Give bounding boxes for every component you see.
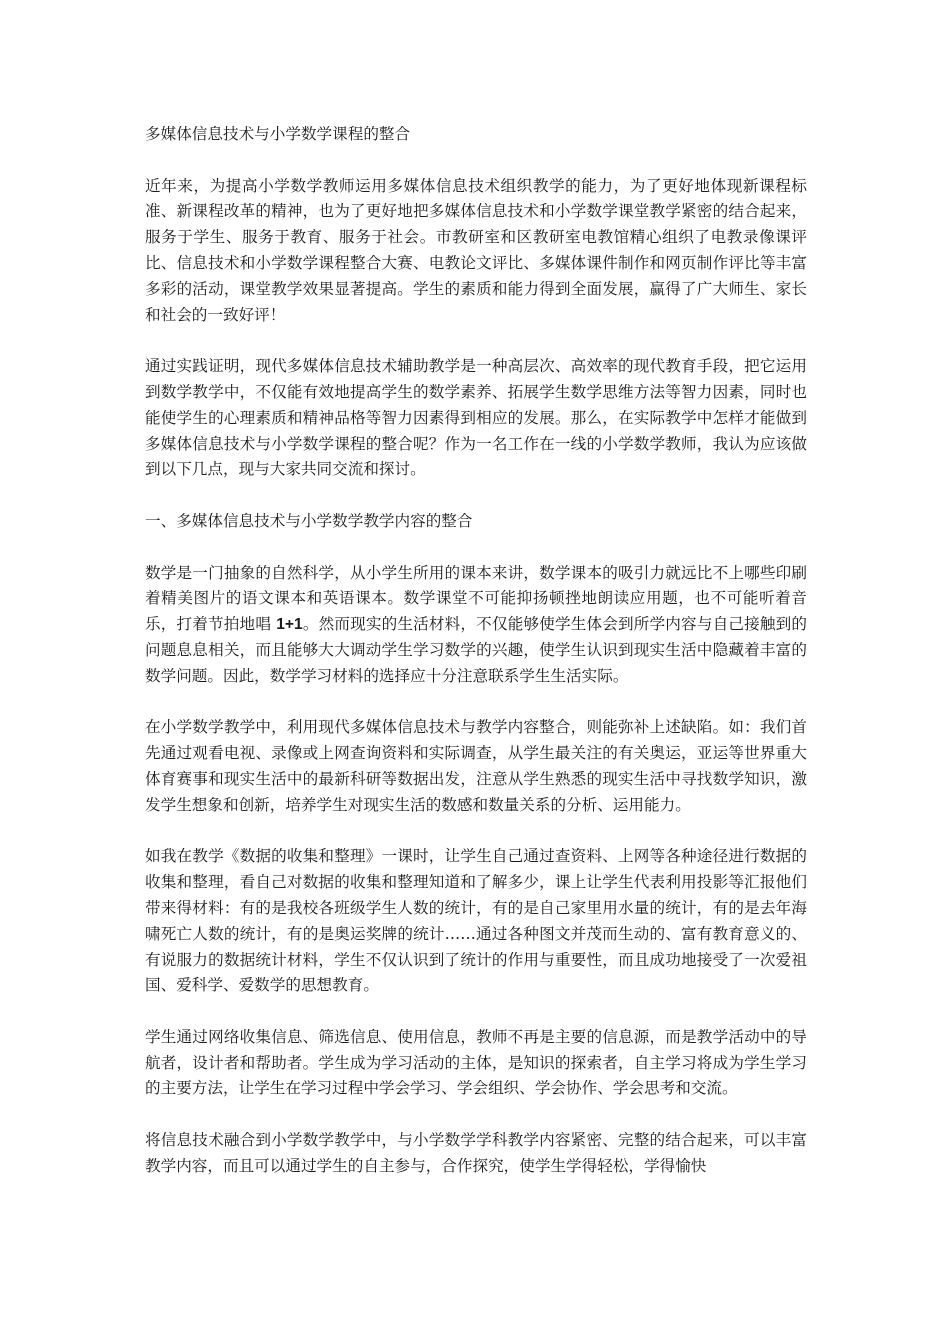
document-title: 多媒体信息技术与小学数学课程的整合 [145, 125, 411, 143]
paragraph-practice: 通过实践证明，现代多媒体信息技术辅助教学是一种高层次、高效率的现代教育手段，把它运用到数学教学中，不仅能有效地提高学生的数学素养、拓展学生数学思维方法等智力因素，同时也能使学生的心理素质和精神品格等智力因素得到相应的发展。那么，在实际教学中怎样才能做到多媒体信息技术与小学数学课程的整合呢？作为一名工作在一线的小学数学教师，我认为应该做到以下几点，现与大家共同交流和探讨。 [145, 357, 807, 479]
paragraph-text-part: 。然而现实的生活材料，不仅能够使学生体会到所学内容与自己接触到的问题息息相关，而且能够大大调动学生学习数学的兴趣，使学生认识到现实生活中隐藏着丰富的数学问题。因此，数学学习材料的选择应十分注意联系学生生活实际。 [145, 615, 807, 685]
document-body [145, 122, 807, 1205]
inline-number: 1+1 [276, 616, 303, 634]
paragraph-integration: 在小学数学教学中，利用现代多媒体信息技术与教学内容整合，则能弥补上述缺陷。如：我们首先通过观看电视、录像或上网查询资料和实际调查，从学生最关注的有关奥运，亚运等世界重大体育赛事和现实生活中的最新科研等数据出发，注意从学生熟悉的现实生活中寻找数学知识，激发学生想象和创新，培养学生对现实生活的数感和数量关系的分析、运用能力。 [145, 718, 807, 814]
section-heading-1: 一、多媒体信息技术与小学数学教学内容的整合 [145, 511, 473, 530]
paragraph-example: 如我在教学《数据的收集和整理》一课时，让学生自己通过查资料、上网等各种途径进行数据的收集和整理，看自己对数据的收集和整理知道和了解多少，课上让学生代表利用投影等汇报他们带来得材料：有的是我校各班级学生人数的统计，有的是自己家里用水量的统计，有的是去年海啸死亡人数的统计，有的是奥运奖牌的统计……通过各种图文并茂而生动的、富有教育意义的、有说服力的数据统计材料，学生不仅认识到了统计的作用与重要性，而且成功地接受了一次爱祖国、爱科学、爱数学的思想教育。 [145, 847, 807, 995]
paragraph-network: 学生通过网络收集信息、筛选信息、使用信息，教师不再是主要的信息源，而是教学活动中的导航者，设计者和帮助者。学生成为学习活动的主体，是知识的探索者，自主学习将成为学生学习的主要方法，让学生在学习过程中学会学习、学会组织、学会协作、学会思考和交流。 [145, 1027, 807, 1098]
paragraph-text-part: 数学是一门抽象的自然科学，从小学生所用的课本来讲，数学课本的吸引力就远比不上哪些印刷着精美图片的语文课本和英语课本。数学课堂不可能抑扬顿挫地朗读应用题，也不可能听着音乐，打着节拍地唱 [145, 563, 807, 634]
paragraph-intro: 近年来，为提高小学数学教师运用多媒体信息技术组织教学的能力，为了更好地体现新课程标准、新课程改革的精神，也为了更好地把多媒体信息技术和小学数学课堂教学紧密的结合起来，服务于学生、服务于教育、服务于社会。市教研室和区教研室电教馆精心组织了电教录像课评比、信息技术和小学数学课程整合大赛、电教论文评比、多媒体课件制作和网页制作评比等丰富多彩的活动，课堂教学效果显著提高。学生的素质和能力得到全面发展，赢得了广大师生、家长和社会的一致好评！ [145, 176, 807, 324]
paragraph-math-nature [145, 561, 807, 690]
paragraph-conclusion: 将信息技术融合到小学数学教学中，与小学数学学科教学内容紧密、完整的结合起来，可以丰富教学内容，而且可以通过学生的自主参与，合作探究，使学生学得轻松，学得愉快 [145, 1131, 807, 1175]
